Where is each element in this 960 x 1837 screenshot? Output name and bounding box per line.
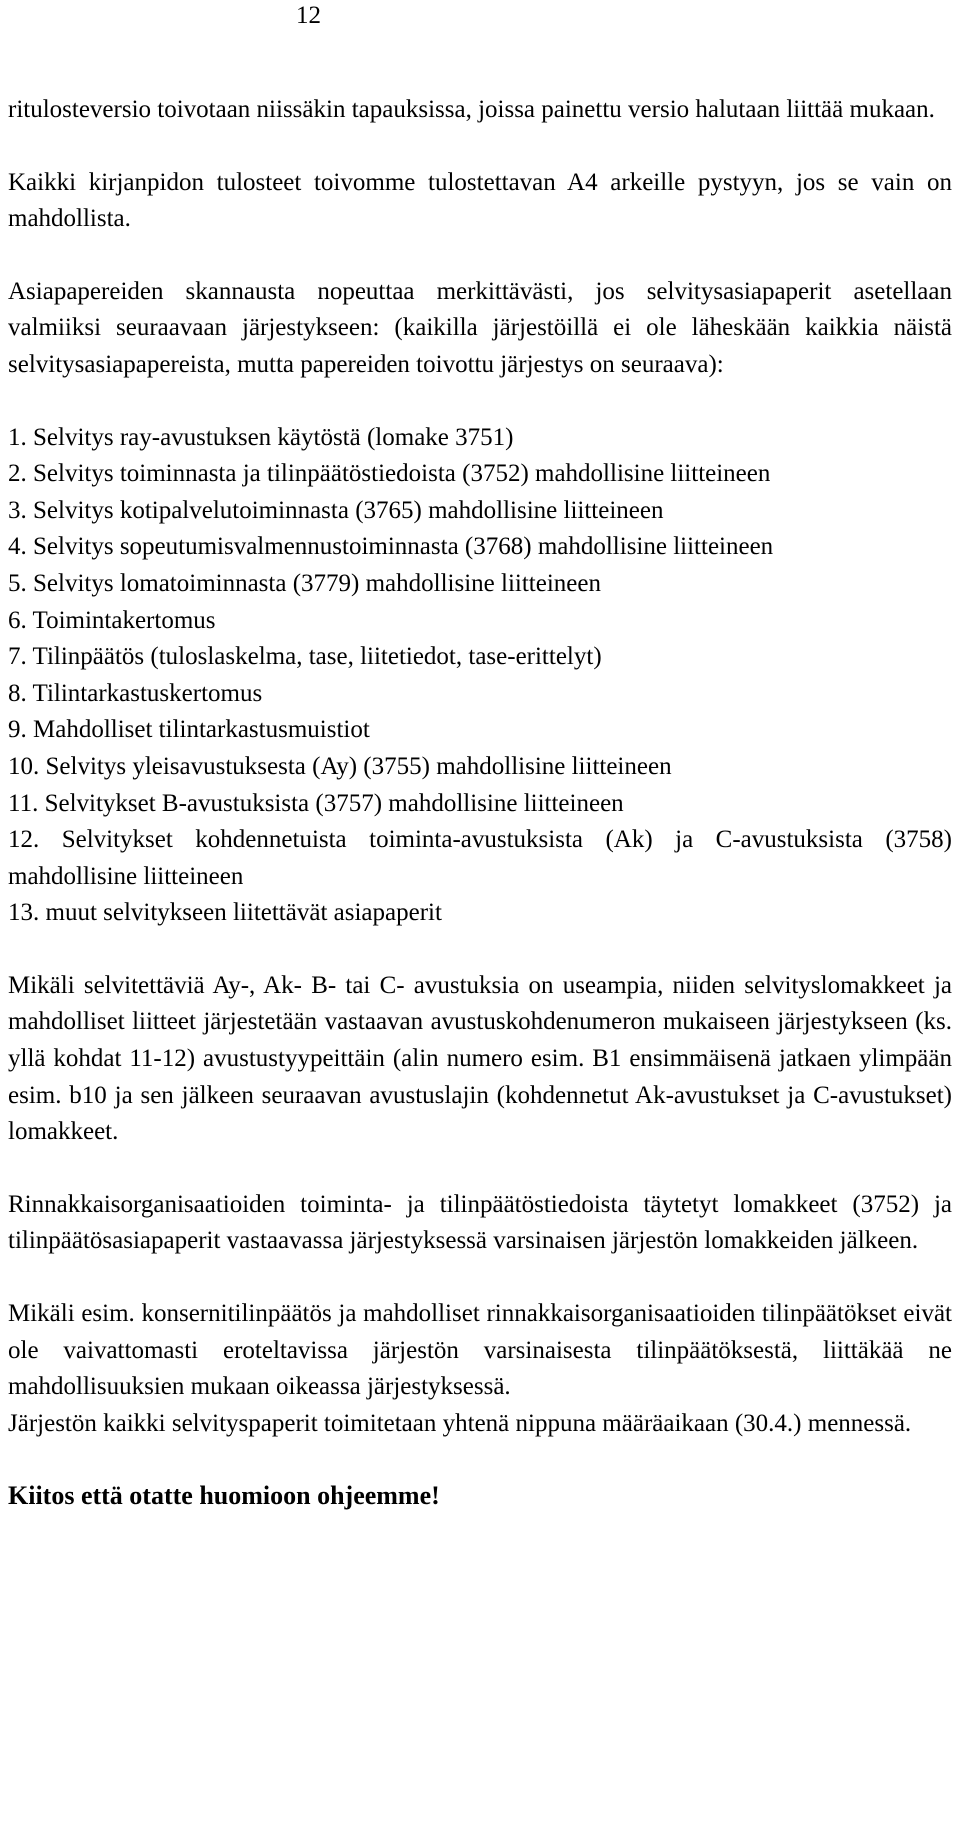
list-item: 9. Mahdolliset tilintarkastusmuistiot [8,716,370,744]
list-item: 12. Selvitykset kohdennetuista toiminta-avustuksista (Ak) ja C-avustuksista (3758) mahdollisine liitteineen [8,826,952,890]
paragraph-print-format: Kaikki kirjanpidon tulosteet toivomme tulostettavan A4 arkeille pystyyn, jos se vain on mahdollista. [8,168,952,233]
closing-thanks: Kiitos että otatte huomioon ohjeemme! [8,1481,440,1511]
list-item: 1. Selvitys ray-avustuksen käytöstä (lomake 3751) [8,423,514,451]
list-item: 7. Tilinpäätös (tuloslaskelma, tase, liitetiedot, tase-erittelyt) [8,643,602,671]
list-item: 13. muut selvitykseen liitettävät asiapaperit [8,899,442,927]
list-item: 3. Selvitys kotipalvelutoiminnasta (3765) mahdollisine liitteineen [8,496,664,524]
list-item: 4. Selvitys sopeutumisvalmennustoiminnasta (3768) mahdollisine liitteineen [8,533,774,561]
paragraph-multiple-grants: Mikäli selvitettäviä Ay-, Ak- B- tai C- avustuksia on useampia, niiden selvityslomakkeet ja mahdolliset liitteet järjestetään vastaavan avustuskohdenumeron mukaiseen järjestykseen (ks. yllä kohdat 11-12) avustustyypeittäin (alin numero esim. B1 ensimmäisenä jatkaen ylimpään esim. b10 ja sen jälkeen seuraavan avustuslajin (kohdennetut Ak-avustukset ja C-avustukset) lomakkeet. [8,971,952,1146]
document-order-list [8,420,952,932]
list-item: 5. Selvitys lomatoiminnasta (3779) mahdollisine liitteineen [8,569,601,597]
paragraph-scanning-order: Asiapapereiden skannausta nopeuttaa merkittävästi, jos selvitysasiapaperit asetellaan valmiiksi seuraavaan järjestykseen: (kaikilla järjestöillä ei ole läheskään kaikkia näistä selvitysasiapapereista, mutta papereiden toivottu järjestys on seuraava): [8,277,952,378]
document-body [8,92,952,1515]
list-item: 8. Tilintarkastuskertomus [8,679,263,707]
list-item: 10. Selvitys yleisavustuksesta (Ay) (3755) mahdollisine liitteineen [8,752,672,780]
list-item: 6. Toimintakertomus [8,606,216,634]
list-item: 2. Selvitys toiminnasta ja tilinpäätöstiedoista (3752) mahdollisine liitteineen [8,460,771,488]
page-number: 12 [296,2,321,29]
paragraph-consolidated-statements: Mikäli esim. konsernitilinpäätös ja mahdolliset rinnakkaisorganisaatioiden tilinpäätökset eivät ole vaivattomasti eroteltavissa järjestön varsinaisesta tilinpäätöksestä, liittäkää ne mahdollisuuksien mukaan oikeassa järjestyksessä. [8,1300,952,1401]
paragraph-parallel-organisations: Rinnakkaisorganisaatioiden toiminta- ja tilinpäätöstiedoista täytetyt lomakkeet (3752) ja tilinpäätösasiapaperit vastaavassa järjestyksessä varsinaisen järjestön lomakkeiden jälkeen. [8,1190,952,1255]
paragraph-printing-version: ritulosteversio toivotaan niissäkin tapauksissa, joissa painettu versio halutaan liittää mukaan. [8,96,935,123]
list-item: 11. Selvitykset B-avustuksista (3757) mahdollisine liitteineen [8,789,624,817]
paragraph-submission-deadline: Järjestön kaikki selvityspaperit toimitetaan yhtenä nippuna määräaikaan (30.4.) mennessä. [8,1409,912,1437]
